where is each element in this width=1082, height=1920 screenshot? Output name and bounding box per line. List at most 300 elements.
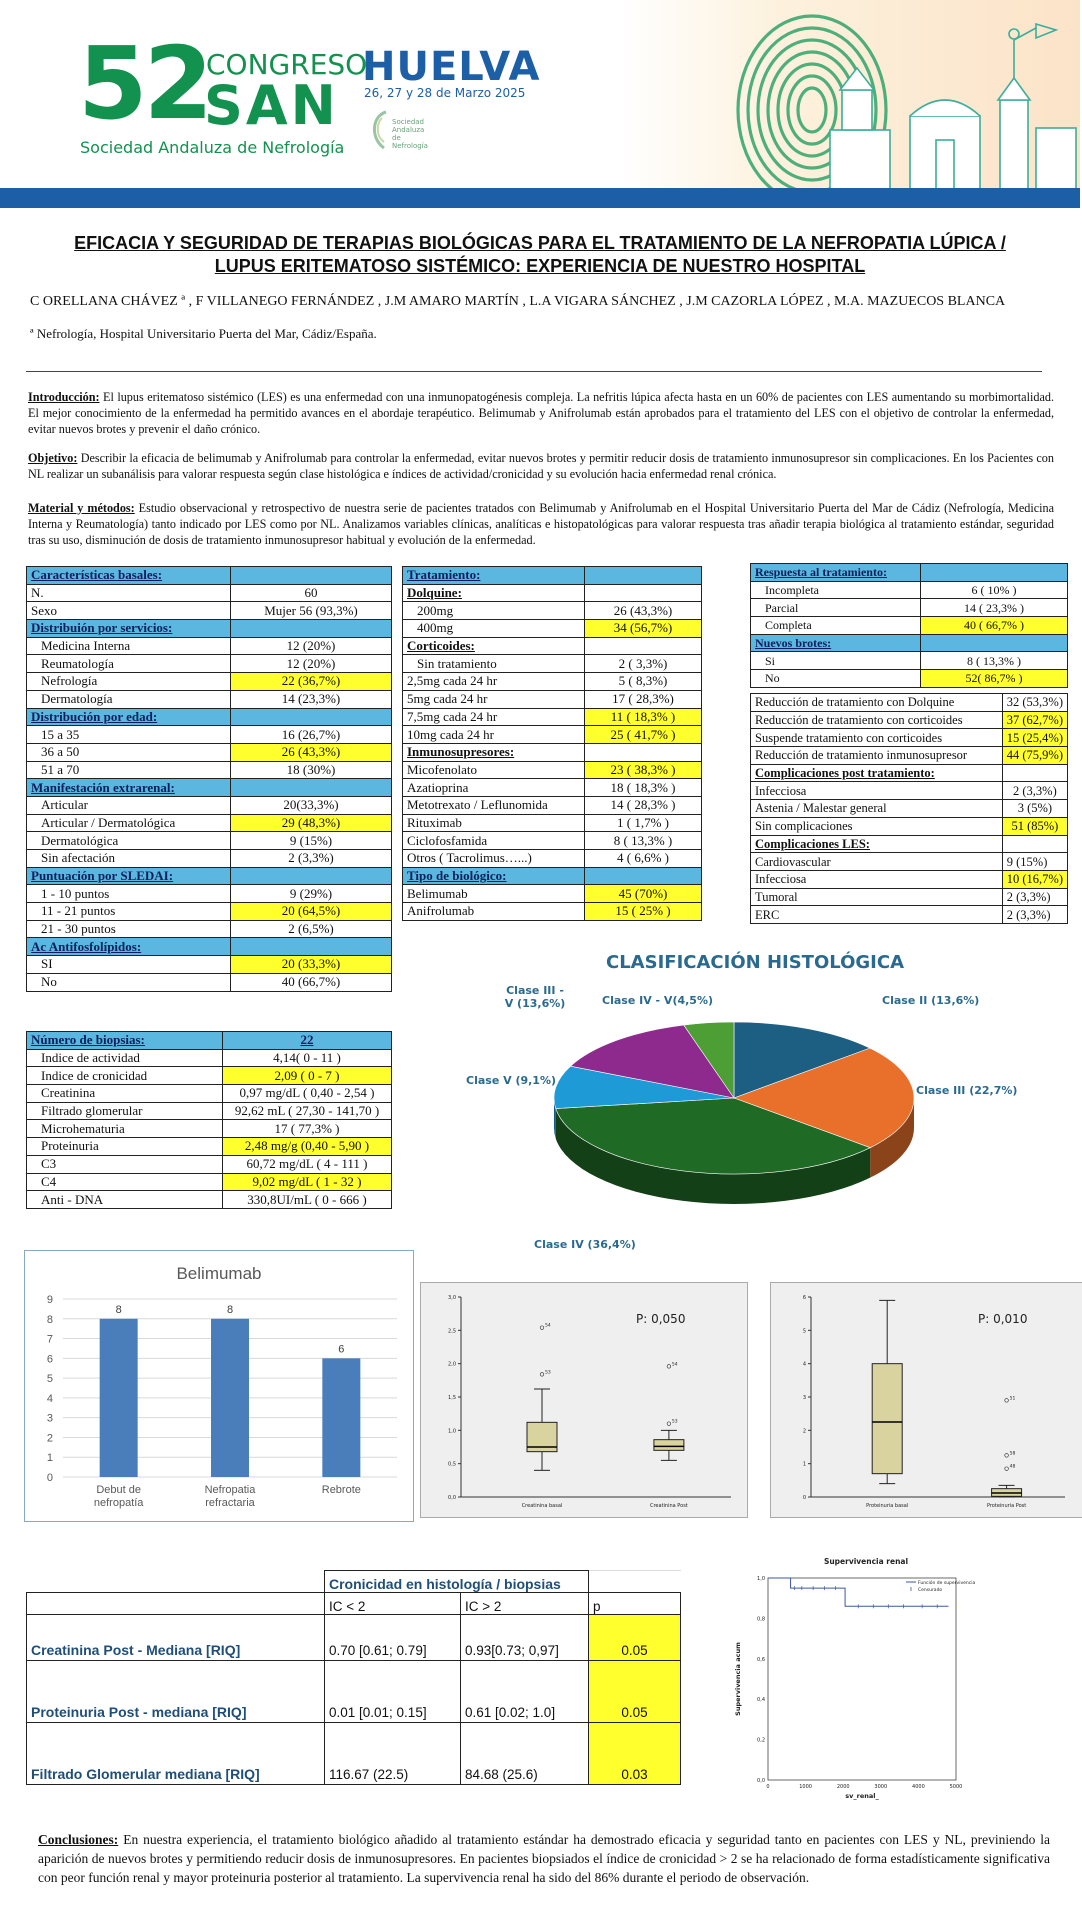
table-cell-value: 29 (48,3%): [231, 814, 392, 832]
table-row: [403, 850, 702, 868]
chronicity-row-label: Filtrado Glomerular mediana [RIQ]: [27, 1723, 325, 1785]
table-cell-label: Infecciosa: [751, 782, 1003, 800]
table-cell-label: Puntuación por SLEDAI:: [27, 867, 231, 885]
table-cell-label: Metotrexato / Leflunomida: [403, 796, 585, 814]
table-cell-value: 52( 86,7% ): [921, 670, 1068, 688]
bar: [100, 1319, 138, 1477]
chronicity-title: Cronicidad en histología / biopsias: [325, 1571, 589, 1593]
table-cell-value: 9 (15%): [1002, 853, 1067, 871]
survival-x-tick: 1000: [799, 1784, 812, 1790]
table-cell-value: 17 ( 28,3%): [585, 690, 702, 708]
table-row: [403, 761, 702, 779]
table-cell-value: 2 (3,3%): [231, 850, 392, 868]
introduction-section: [28, 389, 1054, 437]
survival-y-tick: 0,6: [757, 1656, 765, 1663]
survival-y-tick: 0,8: [757, 1616, 765, 1623]
table-cell-label: 2,5mg cada 24 hr: [403, 673, 585, 691]
table-row: [27, 832, 392, 850]
table-row: [27, 1102, 392, 1120]
table-cell-value: 92,62 mL ( 27,30 - 141,70 ): [223, 1102, 392, 1120]
table-cell-label: 51 a 70: [27, 761, 231, 779]
chronicity-col-label: [27, 1593, 325, 1615]
boxplot-outlier-label: 54: [671, 1362, 678, 1368]
table-cell-value: 34 (56,7%): [585, 620, 702, 638]
table-cell-label: Respuesta al tratamiento:: [751, 564, 921, 582]
conclusions-text: En nuestra experiencia, el tratamiento biológico añadido al tratamiento estándar ha demostrado eficacia y seguridad tanto en pacientes con LES y NL, previniendo la aparición de nuevos brotes y permitiendo reducir dosis de inmunosupresores. En pacientes biopsiados el índice de cronicidad > 2 se ha relacionado de forma estadísticamente significativa con peor función renal y mayor proteinuria posterior al tratamiento. La supervivencia renal ha sido del 86% durante el periodo de observación.: [38, 1832, 1050, 1885]
table-cell-value: [585, 867, 702, 885]
table-cell-label: Articular: [27, 796, 231, 814]
table-cell-label: Indice de actividad: [27, 1049, 223, 1067]
table-cell-label: Reducción de tratamiento inmunosupresor: [751, 747, 1003, 765]
table-cell-label: Tratamiento:: [403, 567, 585, 585]
table-cell-value: 1 ( 1,7% ): [585, 814, 702, 832]
table-cell-value: 9 (29%): [231, 885, 392, 903]
table-cell-label: Indice de cronicidad: [27, 1067, 223, 1085]
table-row: [27, 779, 392, 797]
table-row: [751, 870, 1068, 888]
boxplot-y-tick: 1,0: [448, 1428, 456, 1435]
table-cell-label: Manifestación extrarenal:: [27, 779, 231, 797]
table-row: [27, 1191, 392, 1209]
survival-x-tick: 5000: [949, 1784, 963, 1790]
table-row: [27, 708, 392, 726]
table-row: [27, 1032, 392, 1050]
society-logo-text: Sociedad Andaluza de Nefrología: [392, 118, 428, 150]
chronicity-col-ic-lt2: IC < 2: [325, 1593, 461, 1615]
objective-label: Objetivo:: [28, 451, 78, 465]
table-cell-label: Parcial: [751, 599, 921, 617]
survival-legend-item: Función de supervivencia: [918, 1581, 976, 1586]
table-cell-value: 44 (75,9%): [1002, 747, 1067, 765]
table-row: [27, 673, 392, 691]
table-row: [27, 726, 392, 744]
bar-y-tick: 1: [46, 1452, 53, 1465]
survival-x-tick: 3000: [874, 1784, 888, 1790]
table-row: [27, 690, 392, 708]
table-cell-label: Dolquine:: [403, 584, 585, 602]
boxplot-outlier: [1005, 1399, 1009, 1403]
bar-y-tick: 0: [46, 1472, 53, 1484]
table-cell-value: [231, 779, 392, 797]
biopsy-table: [26, 1031, 392, 1209]
table-cell-label: Incompleta: [751, 581, 921, 599]
header-blue-bar: [0, 188, 1080, 208]
poster-affiliation: ª Nefrología, Hospital Universitario Puerta del Mar, Cádiz/España.: [30, 326, 377, 341]
table-row: [27, 1067, 392, 1085]
bar-data-label: 8: [115, 1303, 122, 1316]
table-cell-value: 10 (16,7%): [1002, 870, 1067, 888]
boxplot-y-tick: 3: [802, 1395, 806, 1401]
table-cell-value: 2,48 mg/g (0,40 - 5,90 ): [223, 1138, 392, 1156]
table-row: [27, 850, 392, 868]
table-row: [403, 743, 702, 761]
congress-number: 52: [78, 25, 210, 142]
boxplot-x-label: Proteinuria Post: [986, 1503, 1027, 1509]
table-cell-label: 200mg: [403, 602, 585, 620]
table-cell-label: Rituximab: [403, 814, 585, 832]
table-cell-value: 40 (66,7%): [231, 973, 392, 991]
survival-y-tick: 0,2: [757, 1737, 765, 1744]
table-cell-label: 36 a 50: [27, 743, 231, 761]
table-cell-label: Ciclofosfamida: [403, 832, 585, 850]
table-cell-label: 7,5mg cada 24 hr: [403, 708, 585, 726]
methods-label: Material y métodos:: [28, 501, 135, 515]
bar-y-tick: 5: [46, 1373, 53, 1386]
table-row: [27, 602, 392, 620]
pie-label-clase-ii: Clase II (13,6%): [882, 994, 980, 1007]
table-cell-label: 400mg: [403, 620, 585, 638]
table-row: [751, 817, 1068, 835]
table-cell-value: 2,09 ( 0 - 7 ): [223, 1067, 392, 1085]
table-cell-label: 15 a 35: [27, 726, 231, 744]
creatinine-boxplot: [421, 1283, 747, 1517]
boxplot-y-tick: 1,5: [448, 1395, 456, 1401]
conclusions-label: Conclusiones:: [38, 1832, 119, 1847]
table-row: [751, 853, 1068, 871]
table-cell-label: Micofenolato: [403, 761, 585, 779]
poster-title-line1: EFICACIA Y SEGURIDAD DE TERAPIAS BIOLÓGICAS PARA EL TRATAMIENTO DE LA NEFROPATIA LÚPICA /: [74, 233, 1006, 253]
bar-data-label: 6: [338, 1343, 345, 1356]
table-cell-value: [585, 637, 702, 655]
table-cell-value: [585, 743, 702, 761]
boxplot-y-tick: 1: [802, 1461, 806, 1468]
table-row: [27, 655, 392, 673]
table-row: [27, 938, 392, 956]
bar-y-tick: 3: [46, 1412, 53, 1425]
table-cell-label: Reumatología: [27, 655, 231, 673]
boxplot-y-tick: 6: [802, 1295, 806, 1301]
table-cell-value: Mujer 56 (93,3%): [231, 602, 392, 620]
bar-x-label: Rebrote: [321, 1484, 361, 1496]
boxplot-outlier-label: 53: [671, 1419, 678, 1425]
bar-chart-title: Belimumab: [176, 1264, 262, 1283]
boxplot-pvalue: P: 0,050: [636, 1312, 686, 1326]
methods-section: [28, 500, 1054, 548]
table-row: [27, 1155, 392, 1173]
table-row: [751, 782, 1068, 800]
chronicity-col-ic-gt2: IC > 2: [461, 1593, 589, 1615]
table-cell-value: [231, 620, 392, 638]
survival-y-tick: 0,4: [757, 1697, 765, 1704]
table-row: [403, 814, 702, 832]
boxplot-x-label: Creatinina basal: [521, 1503, 563, 1509]
congress-city: HUELVA: [362, 44, 541, 90]
table-cell-value: 60,72 mg/dL ( 4 - 111 ): [223, 1155, 392, 1173]
table-cell-label: 10mg cada 24 hr: [403, 726, 585, 744]
table-row: [27, 743, 392, 761]
table-cell-label: Tipo de biológico:: [403, 867, 585, 885]
poster-title: [30, 232, 1050, 278]
table-cell-value: 8 ( 13,3% ): [921, 652, 1068, 670]
table-row: [751, 564, 1068, 582]
table-cell-label: ERC: [751, 906, 1003, 924]
bar-x-label: Nefropatia: [204, 1484, 256, 1496]
table-row: [27, 814, 392, 832]
table-cell-value: 60: [231, 584, 392, 602]
proteinuria-boxplot-frame: [770, 1282, 1082, 1518]
chronicity-empty-p-head: [589, 1571, 681, 1593]
renal-survival-chart: [728, 1554, 976, 1802]
pie-label-clase-iii: Clase III (22,7%): [916, 1084, 1018, 1097]
table-cell-value: 14 (23,3%): [231, 690, 392, 708]
table-row: [751, 634, 1068, 652]
boxplot-outlier-label: 54: [545, 1323, 551, 1329]
table-row: [403, 655, 702, 673]
table-cell-value: 0,97 mg/dL ( 0,40 - 2,54 ): [223, 1085, 392, 1103]
table-cell-label: Completa: [751, 617, 921, 635]
table-cell-label: Número de biopsias:: [27, 1032, 223, 1050]
table-cell-value: 15 ( 25% ): [585, 903, 702, 921]
table-cell-label: Articular / Dermatológica: [27, 814, 231, 832]
table-row: [27, 903, 392, 921]
table-row: [403, 637, 702, 655]
table-cell-value: 9,02 mg/dL ( 1 - 32 ): [223, 1173, 392, 1191]
table-cell-value: 12 (20%): [231, 637, 392, 655]
boxplot-y-tick: 4: [802, 1361, 806, 1368]
table-cell-value: 32 (53,3%): [1002, 694, 1067, 712]
table-row: [27, 567, 392, 585]
table-cell-value: [585, 584, 702, 602]
table-cell-value: 3 (5%): [1002, 800, 1067, 818]
table-cell-label: Infecciosa: [751, 870, 1003, 888]
table-row: [403, 832, 702, 850]
bar: [211, 1319, 249, 1477]
table-cell-value: 330,8UI/mL ( 0 - 666 ): [223, 1191, 392, 1209]
table-cell-label: 11 - 21 puntos: [27, 903, 231, 921]
table-cell-value: 45 (70%): [585, 885, 702, 903]
table-cell-value: 22 (36,7%): [231, 673, 392, 691]
bar-y-tick: 8: [46, 1313, 53, 1326]
survival-x-tick: 0: [766, 1784, 770, 1790]
congress-word: CONGRESO: [206, 48, 368, 81]
boxplot-y-tick: 2,0: [448, 1361, 456, 1368]
society-name: Sociedad Andaluza de Nefrología: [80, 138, 345, 157]
table-cell-value: 18 (30%): [231, 761, 392, 779]
table-row: [751, 670, 1068, 688]
table-cell-label: Medicina Interna: [27, 637, 231, 655]
table-cell-value: 5 ( 8,3%): [585, 673, 702, 691]
table-cell-value: [231, 867, 392, 885]
belimumab-bar-chart: [25, 1251, 413, 1521]
table-cell-value: 8 ( 13,3% ): [585, 832, 702, 850]
boxplot-y-tick: 2: [802, 1428, 806, 1435]
table-cell-value: 2 ( 3,3%): [585, 655, 702, 673]
boxplot-y-tick: 0,0: [448, 1495, 456, 1501]
table-row: [403, 726, 702, 744]
table-cell-value: 9 (15%): [231, 832, 392, 850]
table-cell-label: Azatioprina: [403, 779, 585, 797]
table-cell-label: Reducción de tratamiento con Dolquine: [751, 694, 1003, 712]
table-cell-label: No: [751, 670, 921, 688]
table-cell-label: 5mg cada 24 hr: [403, 690, 585, 708]
table-cell-value: 2 (3,3%): [1002, 782, 1067, 800]
table-cell-label: Complicaciones post tratamiento:: [751, 764, 1003, 782]
table-cell-value: 20 (64,5%): [231, 903, 392, 921]
boxplot-y-tick: 3,0: [448, 1295, 456, 1301]
table-cell-value: 51 (85%): [1002, 817, 1067, 835]
table-row: [403, 673, 702, 691]
table-cell-label: Distribuión por servicios:: [27, 620, 231, 638]
boxplot-outlier: [667, 1422, 671, 1426]
table-row: [403, 620, 702, 638]
table-row: [27, 637, 392, 655]
chronicity-row-value: 84.68 (25.6): [461, 1723, 589, 1785]
society-acronym: SAN: [204, 74, 339, 137]
table-cell-label: Inmunosupresores:: [403, 743, 585, 761]
table-row: [403, 602, 702, 620]
table-cell-label: Ac Antifosfolípidos:: [27, 938, 231, 956]
table-cell-label: Distribución por edad:: [27, 708, 231, 726]
chronicity-row-label: Proteinuria Post - mediana [RIQ]: [27, 1661, 325, 1723]
chronicity-row-value: 0.70 [0.61; 0.79]: [325, 1615, 461, 1661]
belimumab-bar-chart-frame: [24, 1250, 414, 1522]
table-cell-value: [1002, 835, 1067, 853]
table-row: [27, 956, 392, 974]
boxplot-y-tick: 0,5: [448, 1461, 456, 1468]
table-row: [751, 617, 1068, 635]
congress-dates: 26, 27 y 28 de Marzo 2025: [364, 86, 526, 100]
table-row: [751, 800, 1068, 818]
boxplot-y-tick: 2,5: [448, 1328, 456, 1335]
chronicity-row-value: 0.93[0.73; 0,97]: [461, 1615, 589, 1661]
chronicity-row-pvalue: 0.05: [589, 1661, 681, 1723]
baseline-characteristics-table: [26, 566, 392, 992]
table-row: [403, 903, 702, 921]
bar-y-tick: 2: [46, 1432, 53, 1445]
table-cell-value: 12 (20%): [231, 655, 392, 673]
table-cell-value: 4 ( 6,6% ): [585, 850, 702, 868]
table-row: [27, 920, 392, 938]
bar-x-label: refractaria: [205, 1497, 255, 1509]
chronicity-row-pvalue: 0.05: [589, 1615, 681, 1661]
table-cell-value: 26 (43,3%): [231, 743, 392, 761]
table-cell-value: 40 ( 66,7% ): [921, 617, 1068, 635]
pie-label-clase-iv: Clase IV (36,4%): [534, 1238, 636, 1251]
boxplot-box: [654, 1440, 684, 1451]
boxplot-outlier: [540, 1326, 544, 1330]
table-cell-label: Anti - DNA: [27, 1191, 223, 1209]
conclusions-section: [38, 1830, 1050, 1887]
table-row: [403, 779, 702, 797]
boxplot-outlier-label: 58: [1009, 1451, 1016, 1457]
table-row: [27, 1049, 392, 1067]
treatment-table: [402, 566, 702, 921]
table-cell-label: Sin complicaciones: [751, 817, 1003, 835]
table-cell-label: Sexo: [27, 602, 231, 620]
survival-title: Supervivencia renal: [823, 1557, 909, 1566]
chronicity-row-pvalue: 0.03: [589, 1723, 681, 1785]
boxplot-outlier: [1005, 1454, 1009, 1458]
table-row: [27, 584, 392, 602]
survival-plot-area: [768, 1578, 956, 1780]
table-row: [27, 885, 392, 903]
table-cell-label: Microhematuria: [27, 1120, 223, 1138]
table-cell-value: [231, 567, 392, 585]
table-cell-label: Sin afectación: [27, 850, 231, 868]
table-cell-label: No: [27, 973, 231, 991]
poster-authors: C ORELLANA CHÁVEZ ª , F VILLANEGO FERNÁNDEZ , J.M AMARO MARTÍN , L.A VIGARA SÁNCHEZ , J.M CAZORLA LÓPEZ , M.A. MAZUECOS BLANCA: [30, 294, 1006, 309]
chronicity-row-label: Creatinina Post - Mediana [RIQ]: [27, 1615, 325, 1661]
table-cell-label: Creatinina: [27, 1085, 223, 1103]
chronicity-row-value: 116.67 (22.5): [325, 1723, 461, 1785]
objective-section: [28, 450, 1054, 482]
table-cell-value: 20 (33,3%): [231, 956, 392, 974]
table-cell-label: C3: [27, 1155, 223, 1173]
boxplot-x-label: Proteinuria basal: [866, 1503, 909, 1509]
pie-label-clase-v: Clase V (9,1%): [466, 1074, 557, 1087]
table-cell-label: Dermatológica: [27, 832, 231, 850]
table-cell-label: Tumoral: [751, 888, 1003, 906]
table-cell-label: SI: [27, 956, 231, 974]
table-cell-value: 14 ( 28,3% ): [585, 796, 702, 814]
table-cell-value: 37 (62,7%): [1002, 711, 1067, 729]
table-cell-label: Nefrología: [27, 673, 231, 691]
boxplot-y-tick: 0: [802, 1495, 806, 1501]
treatment-response-table: [750, 563, 1068, 688]
table-row: [403, 867, 702, 885]
introduction-text: El lupus eritematoso sistémico (LES) es una enfermedad con una inmunopatogénesis compleja. La nefritis lúpica afecta hasta en un 60% de pacientes con LES aumentando su morbimortalidad. El mejor conocimiento de la enfermedad ha permitido avances en el abordaje terapéutico. Belimumab y Anifrolumab están aprobados para el tratamiento del LES con el objetivo de controlar la enfermedad, evitar nuevos brotes y prevenir el daño crónico.: [28, 390, 1054, 436]
table-row: [751, 652, 1068, 670]
boxplot-outlier-label: 53: [545, 1370, 551, 1376]
title-divider: [26, 371, 1042, 372]
boxplot-x-label: Creatinina Post: [650, 1503, 688, 1509]
survival-x-tick: 4000: [912, 1784, 925, 1790]
table-cell-value: 16 (26,7%): [231, 726, 392, 744]
creatinine-boxplot-frame: [420, 1282, 748, 1518]
table-cell-label: Complicaciones LES:: [751, 835, 1003, 853]
table-cell-label: Suspende tratamiento con corticoides: [751, 729, 1003, 747]
table-cell-label: Corticoides:: [403, 637, 585, 655]
survival-y-label: Supervivencia acum: [734, 1642, 742, 1716]
table-cell-label: Astenia / Malestar general: [751, 800, 1003, 818]
poster-title-line2: LUPUS ERITEMATOSO SISTÉMICO: EXPERIENCIA DE NUESTRO HOSPITAL: [214, 256, 866, 276]
boxplot-pvalue: P: 0,010: [978, 1312, 1028, 1326]
table-row: [751, 711, 1068, 729]
table-cell-label: Belimumab: [403, 885, 585, 903]
table-cell-label: Otros ( Tacrolimus…...): [403, 850, 585, 868]
table-cell-value: 2 (3,3%): [1002, 906, 1067, 924]
table-cell-value: 25 ( 41,7% ): [585, 726, 702, 744]
table-row: [403, 567, 702, 585]
table-cell-label: Dermatología: [27, 690, 231, 708]
chronicity-empty-head: [27, 1571, 325, 1593]
table-cell-label: Sin tratamiento: [403, 655, 585, 673]
introduction-label: Introducción:: [28, 390, 100, 404]
table-row: [751, 694, 1068, 712]
table-cell-label: N.: [27, 584, 231, 602]
table-cell-value: 14 ( 23,3% ): [921, 599, 1068, 617]
table-cell-label: Filtrado glomerular: [27, 1102, 223, 1120]
bar-data-label: 8: [226, 1303, 234, 1316]
bar-x-label: Debut de: [96, 1484, 141, 1496]
congress-header: [0, 0, 1080, 208]
methods-text: Estudio observacional y retrospectivo de nuestra serie de pacientes tratados con Belimumab y Anifrolumab en el Hospital Universitario Puerta del Mar de Cádiz (Nefrología, Medicina Interna y Reumatología) tanto indicado por LES como por NL. Analizamos variables clínicas, analíticas e histopatológicas para valorar respuesta tras añadir terapia biológica al tratamiento estándar, seguridad tras su uso, disminución de dosis de tratamiento inmunosupresor habitual y evolución de la enfermedad.: [28, 501, 1055, 547]
table-cell-value: 23 ( 38,3% ): [585, 761, 702, 779]
table-row: [27, 1138, 392, 1156]
chronicity-row-value: 0.01 [0.01; 0.15]: [325, 1661, 461, 1723]
boxplot-box: [872, 1364, 902, 1474]
table-cell-value: [231, 708, 392, 726]
bar-y-tick: 7: [46, 1333, 53, 1346]
table-row: [27, 620, 392, 638]
table-cell-label: Proteinuria: [27, 1138, 223, 1156]
table-cell-value: 18 ( 18,3% ): [585, 779, 702, 797]
survival-legend-item: Censurado: [918, 1588, 943, 1593]
table-row: [751, 906, 1068, 924]
table-row: [403, 796, 702, 814]
table-cell-label: 21 - 30 puntos: [27, 920, 231, 938]
table-row: [27, 796, 392, 814]
